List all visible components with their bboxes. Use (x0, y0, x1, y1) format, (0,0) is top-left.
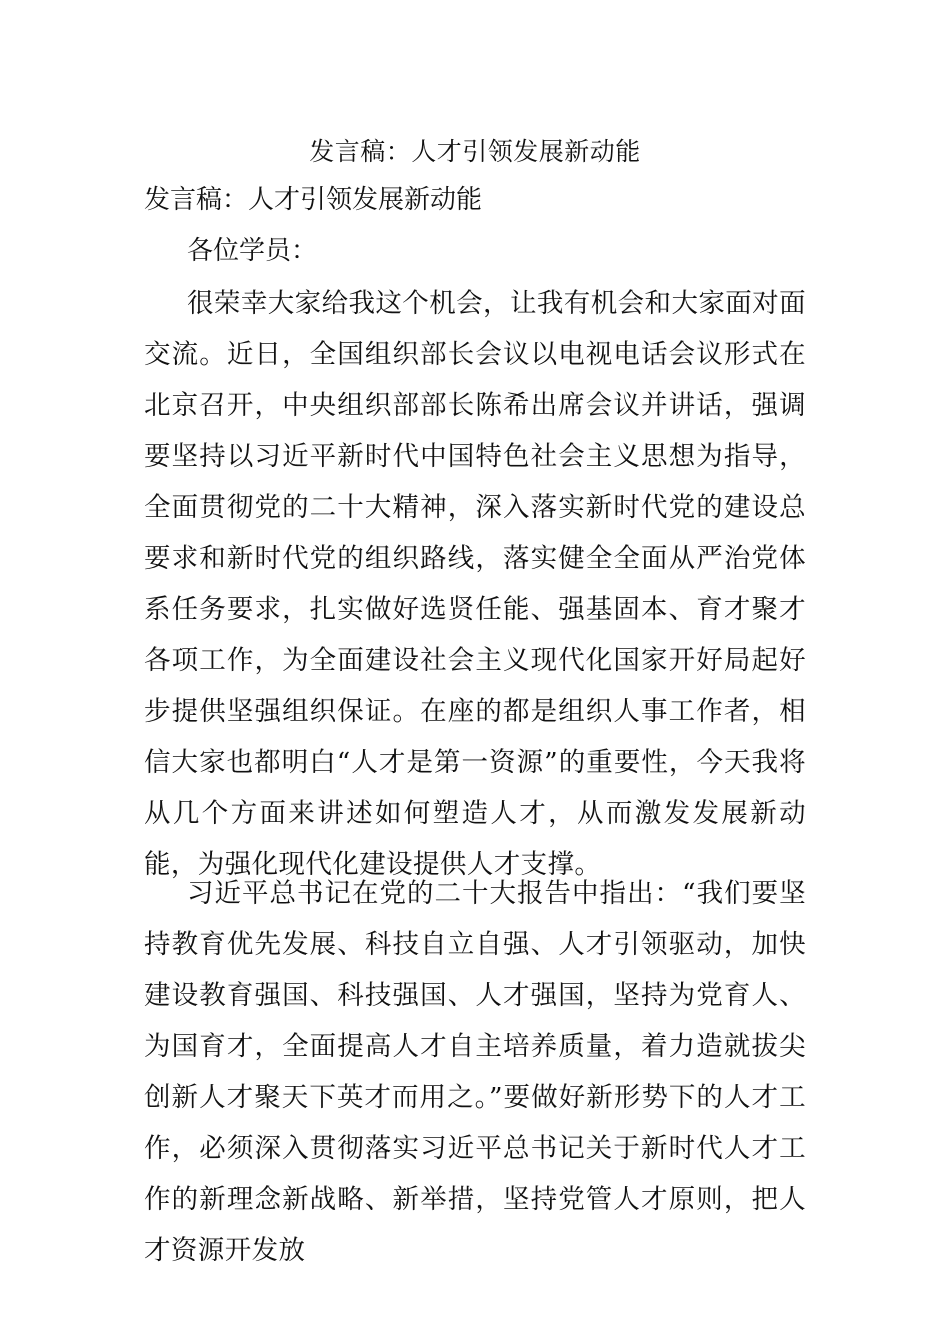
body-paragraph-2: 习近平总书记在党的二十大报告中指出：“我们要坚持教育优先发展、科技自立自强、人才引领驱动，加快建设教育强国、科技强国、人才强国，坚持为党育人、为国育才，全面提高人才自主培养质量，着力造就拔尖创新人才聚天下英才而用之。”要做好新形势下的人才工作，必须深入贯彻落实习近平总书记关于新时代人才工作的新理念新战略、新举措，坚持党管人才原则，把人才资源开发放 (144, 878, 806, 1266)
salutation: 各位学员： (187, 236, 318, 266)
document-subtitle: 发言稿：人才引领发展新动能 (144, 185, 483, 215)
document-title: 发言稿：人才引领发展新动能 (309, 137, 641, 166)
body-paragraph-1: 很荣幸大家给我这个机会，让我有机会和大家面对面交流。近日，全国组织部长会议以电视电话会议形式在北京召开，中央组织部部长陈希出席会议并讲话，强调要坚持以习近平新时代中国特色社会主义思想为指导，全面贯彻党的二十大精神，深入落实新时代党的建设总要求和新时代党的组织路线，落实健全全面从严治党体系任务要求，扎实做好选贤任能、强基固本、育才聚才各项工作，为全面建设社会主义现代化国家开好局起好步提供坚强组织保证。在座的都是组织人事工作者，相信大家也都明白“人才是第一资源”的重要性，今天我将从几个方面来讲述如何塑造人才，从而激发发展新动能，为强化现代化建设提供人才支撑。 (144, 288, 806, 880)
